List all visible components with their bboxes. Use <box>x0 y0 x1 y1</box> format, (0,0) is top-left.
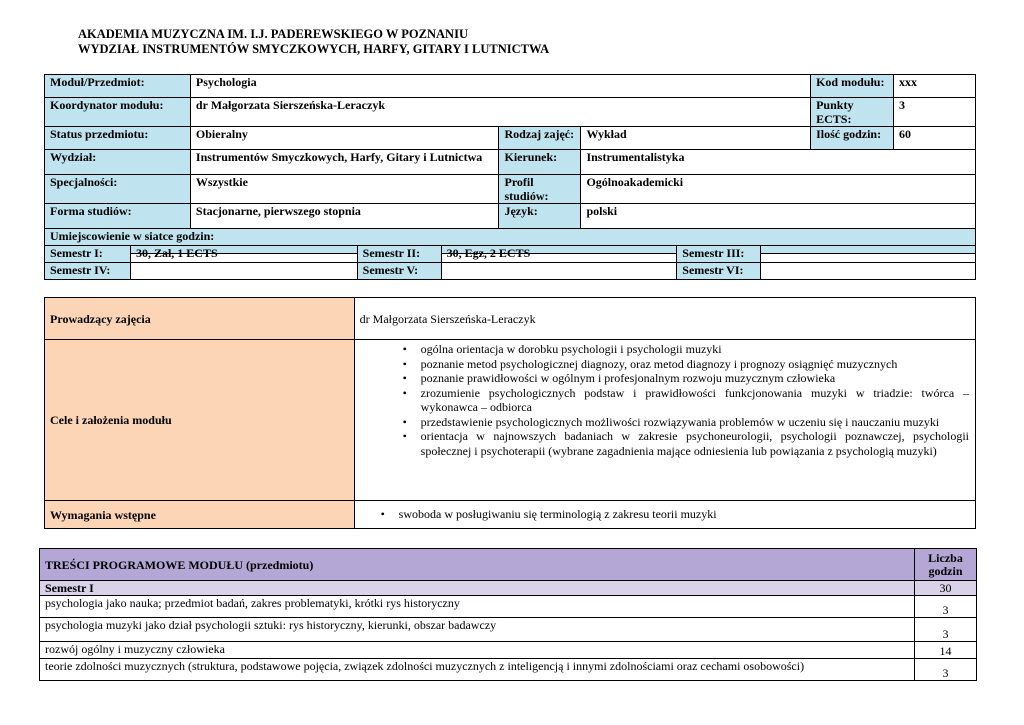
module-info-table <box>44 74 976 254</box>
cele-label: Cele i założenia modułu <box>45 340 355 501</box>
wymagania-list <box>377 507 970 522</box>
program-content-table <box>39 548 977 681</box>
table-row <box>40 659 977 681</box>
table-row <box>40 596 977 618</box>
umiejscowienie-label: Umiejscowienie w siatce godzin: <box>45 229 976 254</box>
tresci-text: psychologia jako nauka; przedmiot badań, zakres problematyki, krótki rys historyczny <box>40 596 915 618</box>
liczba-godzin-header: Liczba godzin <box>915 549 977 581</box>
tresci-rows <box>40 596 977 681</box>
semestr-5-label: Semestr V: <box>357 263 441 280</box>
semestr-3-value <box>761 246 976 263</box>
modul-label: Moduł/Przedmiot: <box>45 75 191 98</box>
goals-table <box>44 297 976 529</box>
cele-item: • ogólna orientacja w dorobku psychologii i psychologii muzyki <box>399 342 969 357</box>
cele-item: • poznanie metod psychologicznej diagnozy, oraz metod diagnozy i prognozy osiągnięć muzycznych <box>399 357 969 372</box>
cele-list <box>399 342 969 458</box>
semestr-2-label: Semestr II: <box>357 246 441 263</box>
cele-item: • zrozumienie psychologicznych podstaw i prawidłowości funkcjonowania muzyki w triadzie: twórca – wykonawca – odbiorca <box>399 386 969 415</box>
semestr-1-value: 30, Zal, 1 ECTS <box>130 246 357 263</box>
semestr-6-label: Semestr VI: <box>677 263 761 280</box>
semestr-6-value <box>761 263 976 280</box>
wydzial-label: Wydział: <box>45 150 191 175</box>
table-row <box>40 642 977 659</box>
tresci-title: TREŚCI PROGRAMOWE MODUŁU (przedmiotu) <box>40 549 915 581</box>
semestr-i-hours: 30 <box>915 581 977 596</box>
status-value: Obieralny <box>190 127 499 150</box>
tresci-hours: 3 <box>915 596 977 618</box>
semester-grid <box>44 245 976 280</box>
wymagania-label: Wymagania wstępne <box>45 501 355 529</box>
semestr-i-header: Semestr I <box>40 581 915 596</box>
godzin-value: 60 <box>894 127 976 150</box>
ects-value: 3 <box>894 98 976 127</box>
ects-label: Punkty ECTS: <box>811 98 894 127</box>
koord-value: dr Małgorzata Sierszeńska-Leraczyk <box>190 98 810 127</box>
spec-label: Specjalności: <box>45 175 191 204</box>
semestr-4-label: Semestr IV: <box>45 263 131 280</box>
tresci-hours: 14 <box>915 642 977 659</box>
semestr-3-label: Semestr III: <box>677 246 761 263</box>
status-label: Status przedmiotu: <box>45 127 191 150</box>
jezyk-label: Język: <box>499 204 581 229</box>
forma-value: Stacjonarne, pierwszego stopnia <box>190 204 499 229</box>
semestr-2-value: 30, Egz, 2 ECTS <box>441 246 677 263</box>
kierunek-label: Kierunek: <box>499 150 581 175</box>
spec-value: Wszystkie <box>190 175 499 204</box>
tresci-hours: 3 <box>915 659 977 681</box>
kierunek-value: Instrumentalistyka <box>581 150 976 175</box>
profil-value: Ogólnoakademicki <box>581 175 976 204</box>
cele-cell <box>354 340 975 501</box>
kod-label: Kod modułu: <box>811 75 894 98</box>
wymagania-item: • swoboda w posługiwaniu się terminologią z zakresu teorii muzyki <box>377 507 970 522</box>
modul-value: Psychologia <box>190 75 810 98</box>
document-header <box>78 27 549 57</box>
cele-item: • przedstawienie psychologicznych możliwości rozwiązywania problemów w uczeniu się i nauczaniu muzyki <box>399 415 969 430</box>
koord-label: Koordynator modułu: <box>45 98 191 127</box>
cele-item: • orientacja w najnowszych badaniach w zakresie psychoneurologii, psychologii poznawczej, psychologii społecznej i psychoterapii (wybrane zagadnienia mające odniesienia lub powiązania z psychologią muzyki) <box>399 429 969 458</box>
jezyk-value: polski <box>581 204 976 229</box>
semestr-5-value <box>441 263 677 280</box>
tresci-hours: 3 <box>915 618 977 642</box>
wydzial-value: Instrumentów Smyczkowych, Harfy, Gitary i Lutnictwa <box>190 150 499 175</box>
rodzaj-value: Wykład <box>581 127 811 150</box>
tresci-text: psychologia muzyki jako dział psychologii sztuki: rys historyczny, kierunki, obszar badawczy <box>40 618 915 642</box>
rodzaj-label: Rodzaj zajęć: <box>499 127 581 150</box>
semestr-1-label: Semestr I: <box>45 246 131 263</box>
profil-label: Profil studiów: <box>499 175 581 204</box>
academy-name: AKADEMIA MUZYCZNA IM. I.J. PADEREWSKIEGO W POZNANIU <box>78 27 468 41</box>
cele-item: • poznanie prawidłowości w ogólnym i profesjonalnym rozwoju muzycznym człowieka <box>399 371 969 386</box>
prowadzacy-label: Prowadzący zajęcia <box>45 298 355 340</box>
kod-value: xxx <box>894 75 976 98</box>
godzin-label: Ilość godzin: <box>811 127 894 150</box>
tresci-text: teorie zdolności muzycznych (struktura, podstawowe pojęcia, związek zdolności muzycznych z inteligencją i innymi zdolnościami oraz cechami osobowości) <box>40 659 915 681</box>
semestr-4-value <box>130 263 357 280</box>
table-row <box>40 618 977 642</box>
prowadzacy-value: dr Małgorzata Sierszeńska-Leraczyk <box>354 298 975 340</box>
tresci-text: rozwój ogólny i muzyczny człowieka <box>40 642 915 659</box>
forma-label: Forma studiów: <box>45 204 191 229</box>
faculty-name: WYDZIAŁ INSTRUMENTÓW SMYCZKOWYCH, HARFY, GITARY I LUTNICTWA <box>78 42 550 56</box>
wymagania-cell <box>354 501 975 529</box>
